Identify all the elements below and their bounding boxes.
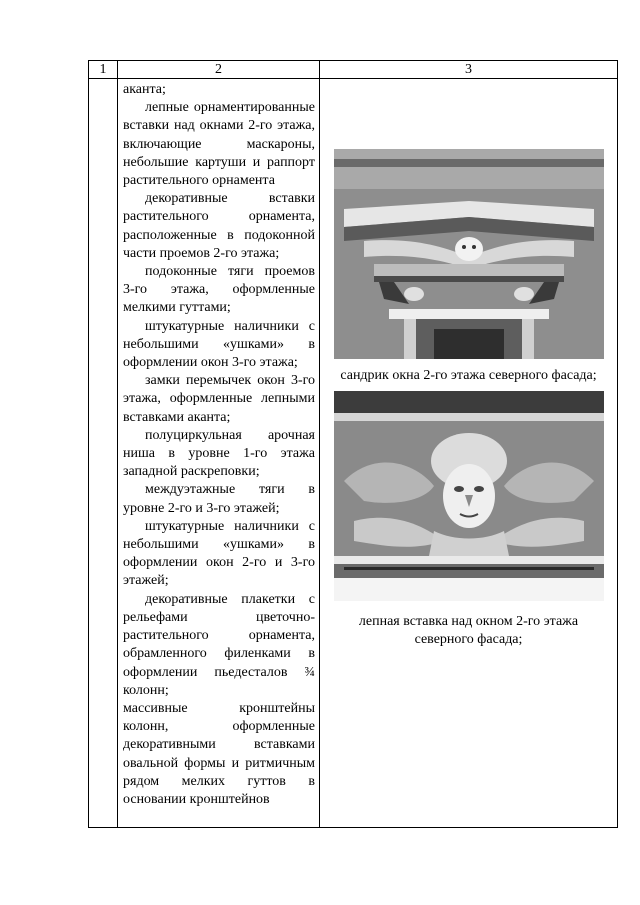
feature-item: лепные орнаментированные вставки над окнами 2-го этажа, включающие маскароны, небольшие картуши и раппорт растительного орнамента [123, 100, 315, 189]
header-col-2: 2 [118, 61, 320, 79]
feature-item: подоконные тяги проемов 3-го этажа, оформленные мелкими гуттами; [123, 264, 315, 316]
header-row [89, 61, 618, 79]
feature-item: массивные кронштейны колонн, оформленные декоративными вставками овальной формы и ритмичным рядом мелких гуттов в основании кронштейнов [123, 700, 315, 807]
feature-item: замки перемычек окон 3-го этажа, оформленные лепными вставками аканта; [123, 373, 315, 425]
feature-list [118, 79, 319, 809]
stucco-mascaron-photo [334, 391, 604, 601]
feature-item: междуэтажные тяги в уровне 2-го и 3-го этажей; [123, 482, 315, 516]
header-col-1: 1 [89, 61, 118, 79]
photo-caption: лепная вставка над окном 2-го этажа северного фасада; [358, 614, 579, 647]
illustration-cell [320, 79, 618, 828]
window-pediment-photo [334, 149, 604, 359]
content-row [89, 79, 618, 828]
feature-item: декоративные вставки растительного орнамента, расположенные в подоконной части проемов 2-го этажа; [123, 191, 315, 261]
description-cell [118, 79, 320, 828]
feature-item: декоративные плакетки с рельефами цветочно-растительного орнамента, обрамленного филенками в оформлении пьедесталов ¾ колонн; [123, 591, 315, 698]
header-col-3: 3 [320, 61, 618, 79]
number-cell [89, 79, 118, 828]
feature-item: штукатурные наличники с небольшими «ушками» в оформлении окон 3-го этажа; [123, 318, 315, 371]
feature-item: полуциркульная арочная ниша в уровне 1-го этажа западной раскреповки; [123, 427, 315, 480]
feature-item: аканта; [123, 82, 166, 97]
feature-item: штукатурные наличники с небольшими «ушками» в оформлении окон 2-го и 3-го этажей; [123, 518, 315, 589]
feature-table [88, 60, 618, 828]
photo-caption: сандрик окна 2-го этажа северного фасада; [340, 368, 597, 383]
